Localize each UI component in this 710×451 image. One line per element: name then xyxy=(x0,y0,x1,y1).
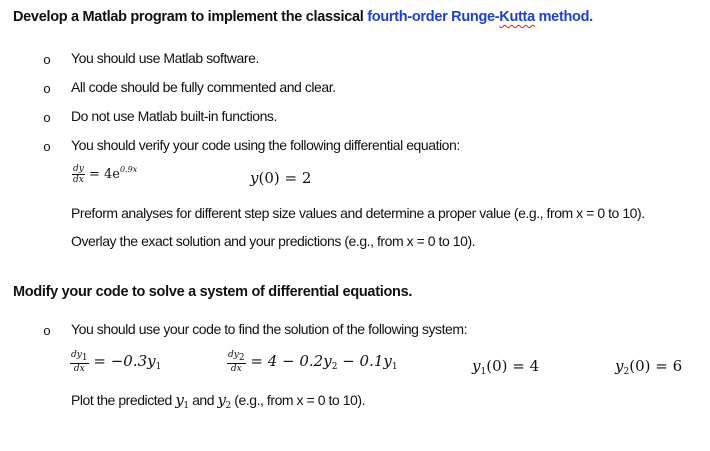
bullet-marker: o xyxy=(43,110,51,125)
list-item: Do not use Matlab built-in functions. xyxy=(71,108,277,124)
overlay-instruction: Overlay the exact solution and your predictions (e.g., from x = 0 to 10). xyxy=(71,233,476,249)
list-item: All code should be fully commented and clear. xyxy=(71,79,336,95)
section-2-heading: Modify your code to solve a system of differential equations. xyxy=(13,284,413,300)
analysis-instruction: Preform analyses for different step size values and determine a proper value (e.g., from x = 0 to 10). xyxy=(71,205,645,221)
eq1-derivative-fraction: $\frac{dy_1}{dx}$ xyxy=(71,350,88,374)
initial-condition: y(0) = 2 xyxy=(250,169,312,187)
spellcheck-flagged-word: Kutta xyxy=(499,9,535,25)
plot-instruction: Plot the predicted $y_1$ and $y_2$ (e.g., from x = 0 to 10). xyxy=(71,391,366,411)
bullet-marker: o xyxy=(43,323,51,338)
initial-condition-y1: $y_1(0) = 4$ xyxy=(472,357,540,377)
system-equation-1: $\frac{dy_1}{dx}$ = $-0.3y_1$ xyxy=(71,350,162,374)
section-1-heading: Develop a Matlab program to implement the classical fourth-order Runge-Kutta method. xyxy=(13,9,593,25)
system-equation-2: $\frac{dy_2}{dx}$ = $4 - 0.2y_2 - 0.1y_1$ xyxy=(228,350,398,374)
bullet-marker: o xyxy=(43,139,51,154)
list-item: You should verify your code using the following differential equation: xyxy=(71,137,460,153)
ode-derivative-fraction: $\frac{dy}{dx}$ xyxy=(73,164,84,185)
ode-equation: $\frac{dy}{dx}$ = $4e^{0.9x}$ xyxy=(73,164,138,185)
eq2-derivative-fraction: $\frac{dy_2}{dx}$ xyxy=(228,350,245,374)
heading-method-name: fourth-order Runge-Kutta method. xyxy=(367,9,593,25)
initial-condition-y2: $y_2(0) = 6$ xyxy=(615,357,683,377)
list-item: You should use your code to find the solution of the following system: xyxy=(71,321,468,337)
bullet-marker: o xyxy=(43,52,51,67)
list-item: You should use Matlab software. xyxy=(71,50,259,66)
bullet-marker: o xyxy=(43,81,51,96)
